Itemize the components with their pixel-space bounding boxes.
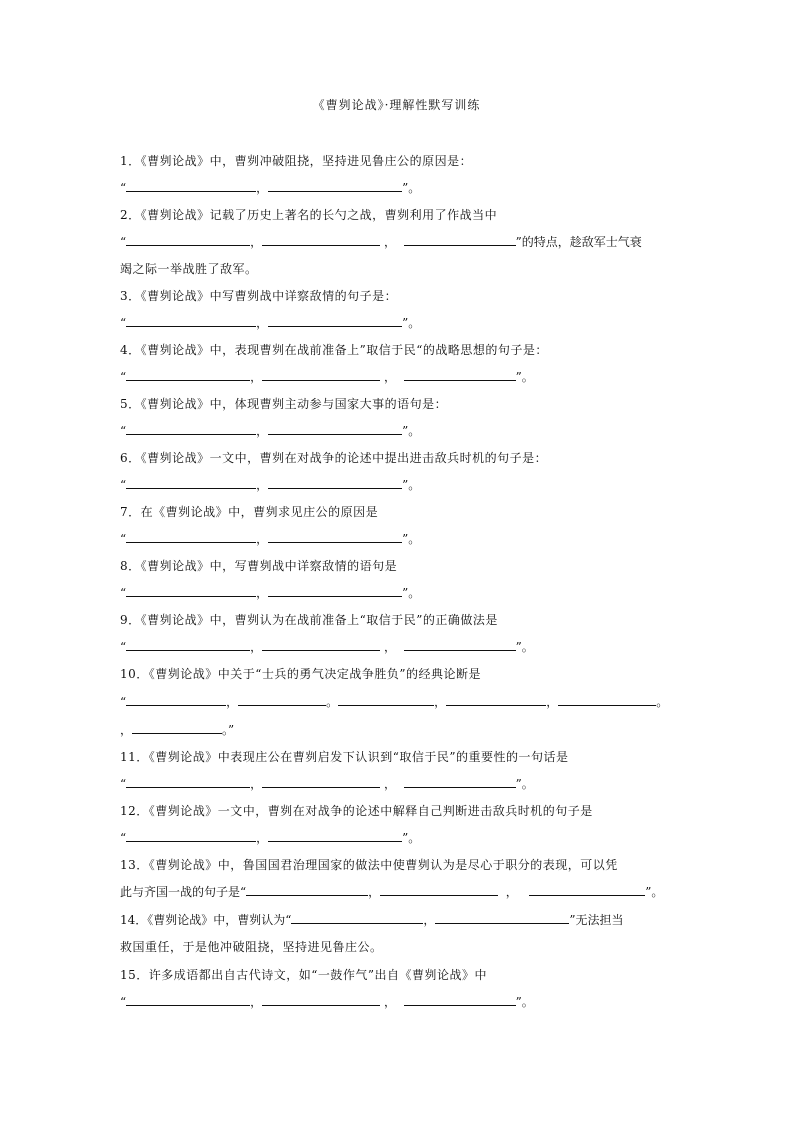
blank[interactable] [126,583,256,597]
blank[interactable] [446,692,546,706]
blank[interactable] [380,882,498,896]
answer-line-7: “ ， ”。 [120,529,420,547]
answer-line-5: “ ， ”。 [120,421,420,439]
blank[interactable] [404,232,516,246]
question-9: 9．《曹刿论战》中，曹刿认为在战前准备上“取信于民”的正确做法是 [120,613,498,627]
blank[interactable] [268,828,402,842]
question-2: 2．《曹刿论战》记载了历史上著名的长勺之战，曹刿利用了作战当中 [120,208,498,222]
blank[interactable] [291,910,423,924]
blank[interactable] [268,529,402,543]
question-14: 14．《曹刿论战》中，曹刿认为“ ， ”无法担当 [120,910,624,928]
blank[interactable] [238,692,326,706]
blank[interactable] [262,232,380,246]
blank[interactable] [132,720,222,734]
answer-line-2: “ ， ， ”的特点，趁敌军士气衰 [120,232,642,250]
blank[interactable] [126,637,250,651]
answer-line-15: “ ， ， ”。 [120,992,534,1010]
blank[interactable] [338,692,434,706]
answer-line-1: “ ， ”。 [120,178,420,196]
blank[interactable] [246,882,368,896]
blank[interactable] [529,882,645,896]
blank[interactable] [126,774,250,788]
question-4: 4．《曹刿论战》中，表现曹刿在战前准备上”取信于民“的战略思想的句子是： [120,343,548,357]
blank[interactable] [126,992,250,1006]
question-8: 8．《曹刿论战》中，写曹刿战中详察敌情的语句是 [120,559,398,573]
blank[interactable] [126,367,250,381]
blank[interactable] [262,992,380,1006]
blank[interactable] [558,692,656,706]
blank[interactable] [262,637,380,651]
question-1: 1．《曹刿论战》中，曹刿冲破阻挠，坚持进见鲁庄公的原因是： [120,154,473,168]
blank[interactable] [268,475,402,489]
answer-line-10: “ ， 。 ， ， 。 [120,692,668,710]
answer-line-10-cont: ， 。” [120,720,234,738]
question-13: 13．《曹刿论战》中，鲁国国君治理国家的做法中使曹刿认为是尽心于职分的表现，可以凭 [120,858,618,872]
question-7: 7．在《曹刿论战》中，曹刿求见庄公的原因是 [120,505,379,519]
answer-line-4: “ ， ， ”。 [120,367,534,385]
blank[interactable] [126,421,256,435]
blank[interactable] [268,178,402,192]
answer-line-6: “ ， ”。 [120,475,420,493]
question-5: 5．《曹刿论战》中，体现曹刿主动参与国家大事的语句是： [120,397,448,411]
answer-line-3: “ ， ”。 [120,313,420,331]
blank[interactable] [126,529,256,543]
question-6: 6．《曹刿论战》一文中，曹刿在对战争的论述中提出进击敌兵时机的句子是： [120,451,548,465]
blank[interactable] [404,637,516,651]
blank[interactable] [268,421,402,435]
answer-line-12: “ ， ”。 [120,828,420,846]
blank[interactable] [435,910,569,924]
blank[interactable] [404,774,516,788]
answer-line-9: “ ， ， ”。 [120,637,534,655]
blank[interactable] [404,367,516,381]
blank[interactable] [262,774,380,788]
blank[interactable] [126,313,256,327]
blank[interactable] [268,313,402,327]
answer-line-13: 此与齐国一战的句子是“ ， ， ”。 [120,882,663,900]
question-10: 10．《曹刿论战》中关于“士兵的勇气决定战争胜负”的经典论断是 [120,667,482,681]
blank[interactable] [126,178,256,192]
page-title: 《曹刿论战》·理解性默写训练 [312,98,481,112]
question-12: 12．《曹刿论战》一文中，曹刿在对战争的论述中解释自己判断进击敌兵时机的句子是 [120,804,593,818]
blank[interactable] [268,583,402,597]
blank[interactable] [404,992,516,1006]
question-14-cont: 救国重任，于是他冲破阻挠，坚持进见鲁庄公。 [120,940,383,954]
blank[interactable] [262,367,380,381]
question-3: 3．《曹刿论战》中写曹刿战中详察敌情的句子是： [120,289,398,303]
answer-line-11: “ ， ， ”。 [120,774,534,792]
answer-line-8: “ ， ”。 [120,583,420,601]
blank[interactable] [126,475,256,489]
blank[interactable] [126,692,226,706]
blank[interactable] [126,828,256,842]
question-15: 15．许多成语都出自古代诗文，如“一鼓作气”出自《曹刿论战》中 [120,968,488,982]
question-11: 11．《曹刿论战》中表现庄公在曹刿启发下认识到“取信于民”的重要性的一句话是 [120,750,569,764]
question-2-cont: 竭之际一举战胜了敌军。 [120,262,258,276]
blank[interactable] [126,232,250,246]
